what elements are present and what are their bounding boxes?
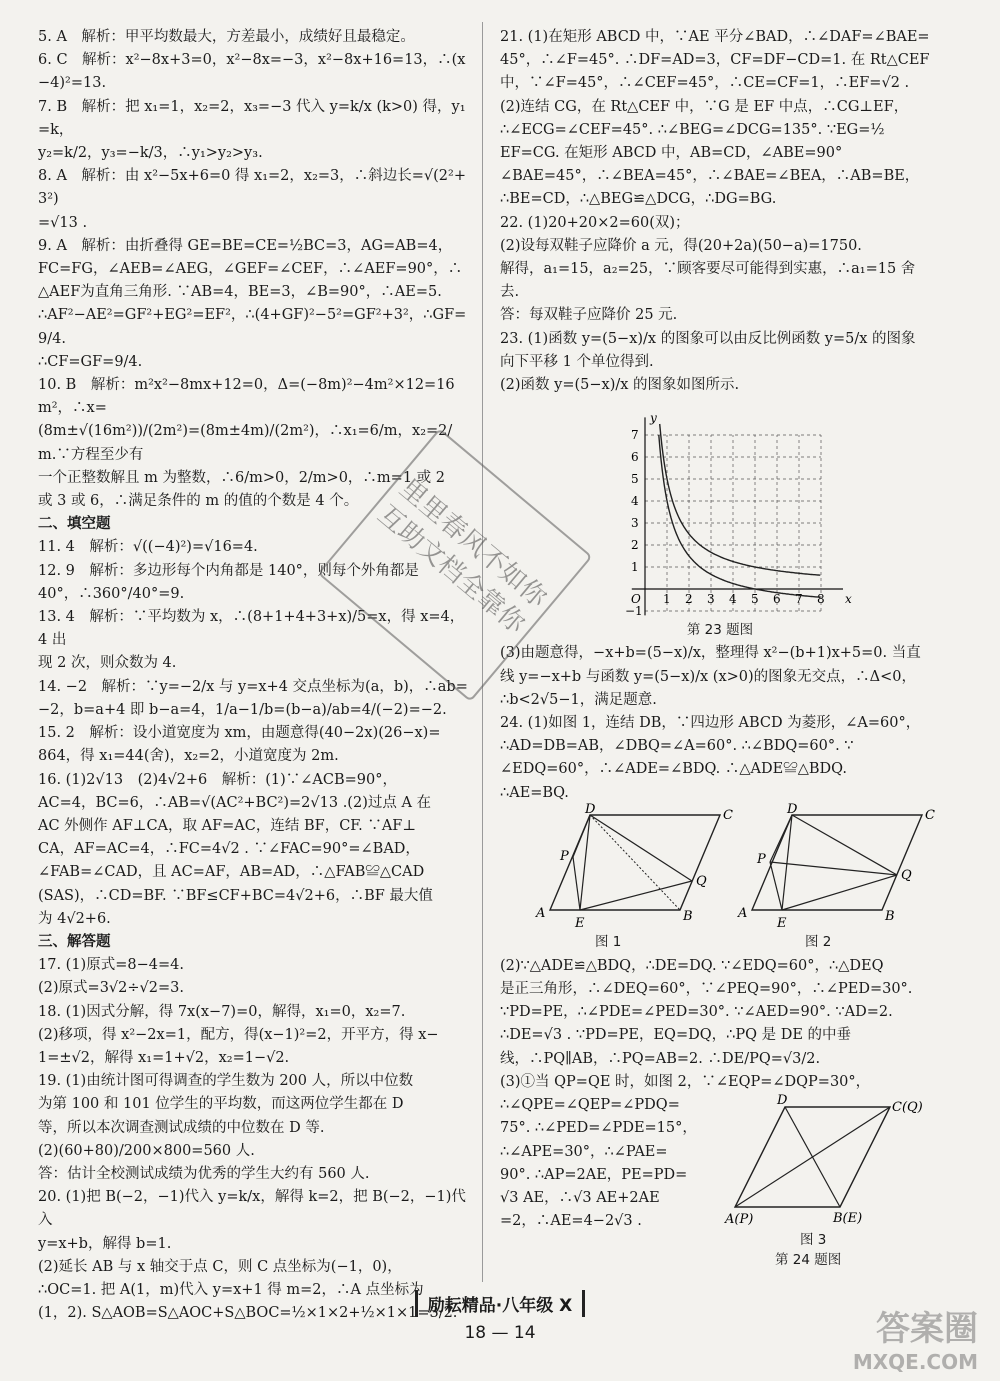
label-B: B [885, 908, 895, 924]
site-watermark [828, 1301, 978, 1374]
text-line: 5. A 解析：甲平均数最大，方差最小，成绩好且最稳定。 [38, 29, 415, 45]
text-line: (2)移项，得 x²−2x=1，配方，得(x−1)²=2，开平方，得 x− [38, 1026, 439, 1043]
x-tick-label: 4 [729, 592, 737, 607]
label-CQ: C(Q) [892, 1099, 923, 1115]
text-line: (2)设每双鞋子应降价 a 元，得(20+2a)(50−a)=1750. [500, 237, 862, 254]
label-Q: Q [696, 873, 707, 889]
text-line: 线，∴PQ∥AB，∴PQ=AB=2. ∴DE/PQ=√3/2. [500, 1050, 821, 1067]
text-line: 22. (1)20+20×2=60(双)； [500, 214, 690, 231]
x-tick-label: 3 [707, 592, 715, 607]
x-tick-label: 7 [795, 592, 803, 607]
figure-1-2-row [500, 801, 940, 955]
text-line: 中，∵∠F=45°，∴∠CEF=45°，∴CE=CF=1，∴EF=√2 . [500, 75, 910, 92]
text-line: 三、解答题 [38, 933, 111, 950]
x-tick-label: 5 [751, 592, 759, 607]
text-line: 是正三角形，∴∠DEQ=60°，∵∠PEQ=90°，∴∠PED=30°. [500, 981, 913, 998]
text-line: ∠EDQ=60°，∴∠ADE=∠BDQ. ∴△ADE≌△BDQ. [500, 761, 847, 778]
figure-3-caption: 图 3 [800, 1231, 827, 1248]
text-line: 解得，a₁=15，a₂=25，∵顾客要尽可能得到实惠，∴a₁=15 舍 [500, 261, 916, 278]
label-P: P [757, 851, 766, 867]
text-line: 17. (1)原式=8−4=4. [38, 957, 184, 974]
stamp-text: 里里春风不如你 互助文档全靠你 [371, 473, 553, 640]
answers-24b [500, 955, 940, 1071]
text-line: AC=4，BC=6，∴AB=√(AC²+BC²)=2√13 .(2)过点 A 在 [38, 794, 432, 811]
text-line: =√13 . [38, 214, 88, 231]
text-line: AC 外侧作 AF⊥CA，取 AF=AC，连结 BF，CF. ∵AF⊥ [38, 817, 416, 834]
text-line: 90°. ∴AP=2AE，PE=PD= [500, 1166, 688, 1183]
text-line: △AEF为直角三角形. ∵AB=4，BE=3，∠B=90°，∴AE=5. [38, 284, 442, 301]
x-tick-label: 6 [773, 592, 781, 607]
text-line: 24. (1)如图 1，连结 DB，∵四边形 ABCD 为菱形，∠A=60°， [500, 715, 921, 732]
text-line: 11. 4 解析：√((−4)²)=√16=4. [38, 539, 258, 556]
graph-grid [645, 435, 821, 611]
text-line: CA，AF=AC=4，∴FC=4√2 . ∵∠FAC=90°=∠BAD， [38, 841, 420, 858]
text-line: 45°，∴∠F=45°. ∴DF=AD=3，CF=DF−CD=1. 在 Rt△CEF [500, 52, 930, 69]
text-line: ∴DE=√3 . ∵PD=PE，EQ=DQ，∴PQ 是 DE 的中垂 [500, 1027, 852, 1044]
text-line: 13. 4 解析：∵平均数为 x，∴(8+1+4+3+x)/5=x，得 x=4，4 出 [38, 609, 465, 649]
watermark-main: 答案圈 [876, 1309, 978, 1349]
text-line: √3 AE，∴√3 AE+2AE [500, 1189, 660, 1206]
y-tick-label: 6 [631, 450, 639, 465]
page-number: 18 — 14 [464, 1323, 536, 1343]
text-line: ∴∠ECG=∠CEF=45°. ∴∠BEG=∠DCG=135°. ∵EG=½ [500, 121, 885, 138]
text-line: 20. (1)把 B(−2，−1)代入 y=k/x，解得 k=2，把 B(−2，−1)代入 [38, 1189, 466, 1229]
text-line: (2)连结 CG，在 Rt△CEF 中，∵G 是 EF 中点，∴CG⊥EF， [500, 98, 909, 115]
figure-3-rhombus [725, 1092, 925, 1235]
label-P: P [560, 848, 569, 864]
text-line: (2)原式=3√2÷√2=3. [38, 980, 184, 997]
text-line: y₂=k/2，y₃=−k/3，∴y₁>y₂>y₃. [38, 145, 263, 162]
label-D: D [585, 801, 596, 817]
text-line: 8. A 解析：由 x²−5x+6=0 得 x₁=2，x₂=3，∴斜边长=√(2²+3²) [38, 168, 466, 208]
text-line: 等，所以本次调查测试成绩的中位数在 D 等. [38, 1119, 325, 1136]
text-line: 为 4√2+6. [38, 910, 111, 927]
label-A: A [738, 905, 748, 921]
text-line: ∴AF²−AE²=GF²+EG²=EF²，∴(4+GF)²−5²=GF²+3²，∴GF=9/4. [38, 307, 467, 347]
text-line: 答：估计全校测试成绩为优秀的学生大约有 560 人. [38, 1165, 370, 1182]
text-line: 16. (1)2√13 (2)4√2+6 解析：(1)∵∠ACB=90°， [38, 771, 397, 788]
text-line: (2)(60+80)/200×800=560 人. [38, 1142, 255, 1159]
text-line: 40°，∴360°/40°=9. [38, 585, 185, 602]
text-line: 75°. ∴∠PED=∠PDE=15°， [500, 1120, 697, 1137]
text-line: 一个正整数解且 m 为整数，∴6/m>0，2/m>0，∴m=1 或 2 [38, 469, 446, 486]
text-line: (3)①当 QP=QE 时，如图 2，∵∠EQP=∠DQP=30°， [500, 1073, 871, 1090]
label-E: E [575, 915, 585, 931]
figure-23-caption: 第 23 题图 [686, 622, 754, 639]
text-line: 6. C 解析：x²−8x+3=0，x²−8x=−3，x²−8x+16=13，∴(x−4)²=13. [38, 52, 466, 92]
text-line: (SAS)，∴CD=BF. ∵BF≤CF+BC=4√2+6，∴BF 最大值 [38, 887, 433, 904]
label-C: C [925, 807, 935, 823]
text-line: 线 y=−x+b 与函数 y=(5−x)/x (x>0)的图象无交点，∴Δ<0， [500, 668, 917, 685]
watermark-sub: MXQE.COM [852, 1350, 978, 1374]
text-line: 或 3 或 6，∴满足条件的 m 的值的个数是 4 个。 [38, 493, 359, 510]
text-line: ∵PD=PE，∴∠PDE=∠PED=30°. ∵∠AED=90°. ∵AD=2. [500, 1004, 893, 1021]
graph-axes [632, 418, 843, 616]
figure-1-caption: 图 1 [595, 933, 622, 950]
text-line: (2)∵△ADE≌△BDQ，∴DE=DQ. ∵∠EDQ=60°，∴△DEQ [500, 957, 884, 974]
label-AP: A(P) [725, 1211, 754, 1227]
text-line: 12. 9 解析：多边形每个内角都是 140°，则每个外角都是 [38, 562, 419, 579]
text-line: ∠FAB=∠CAD，且 AC=AF，AB=AD，∴△FAB≌△CAD [38, 864, 425, 881]
figure-24-caption: 第 24 题图 [775, 1251, 842, 1268]
label-A: A [536, 905, 546, 921]
text-line: ∴BE=CD，∴△BEG≌△DCG，∴DG=BG. [500, 191, 777, 208]
x-tick-label: 1 [663, 592, 671, 607]
answers-24c-with-figure [500, 1071, 940, 1271]
text-line: 864，得 x₁=44(舍)，x₂=2，小道宽度为 2m. [38, 748, 339, 765]
x-axis-label: x [845, 592, 852, 607]
y-tick-label: −1 [625, 604, 643, 619]
text-line: ∴AD=DB=AB，∠DBQ=∠A=60°. ∴∠BDQ=60°. ∵ [500, 738, 854, 755]
figure-23-graph [605, 399, 852, 619]
x-tick-label: 2 [685, 592, 693, 607]
y-tick-label: 2 [631, 538, 639, 553]
text-line: ∴CF=GF=9/4. [38, 353, 143, 370]
y-tick-label: 4 [631, 494, 639, 509]
text-line: ∴b<2√5−1，满足题意. [500, 691, 657, 708]
text-line: (2)延长 AB 与 x 轴交于点 C，则 C 点坐标为(−1，0)， [38, 1258, 402, 1275]
text-line: 23. (1)函数 y=(5−x)/x 的图象可以由反比例函数 y=5/x 的图象 [500, 330, 916, 347]
text-line: (2)函数 y=(5−x)/x 的图象如图所示. [500, 377, 740, 394]
y-axis-label: y [650, 411, 657, 426]
text-line: ∴OC=1. 把 A(1，m)代入 y=x+1 得 m=2，∴A 点坐标为 [38, 1281, 424, 1298]
y-tick-label: 7 [631, 428, 639, 443]
y-tick-label: 3 [631, 516, 639, 531]
figure-2-rhombus [732, 801, 935, 935]
text-line: 1=±√2，解得 x₁=1+√2，x₂=1−√2. [38, 1049, 290, 1066]
label-Q: Q [901, 867, 912, 883]
label-D: D [787, 801, 798, 817]
text-line: 21. (1)在矩形 ABCD 中，∵AE 平分∠BAD，∴∠DAF=∠BAE= [500, 29, 930, 45]
curve-y-5-over-x [660, 424, 821, 575]
text-line: (8m±√(16m²))/(2m²)=(8m±4m)/(2m²)，∴x₁=6/m，x₂=2/m.∵方程至少有 [38, 423, 453, 463]
text-line: ∴∠QPE=∠QEP=∠PDQ= [500, 1097, 680, 1114]
origin-label: O [631, 592, 641, 607]
label-E: E [777, 915, 787, 931]
text-line: 15. 2 解析：设小道宽度为 xm，由题意得(40−2x)(26−x)= [38, 725, 441, 742]
text-line: 现 2 次，则众数为 4. [38, 655, 177, 672]
answers-21-23 [500, 26, 940, 397]
label-C: C [723, 807, 733, 823]
footer-brand: 励耘精品·八年级 X [415, 1290, 585, 1317]
text-line: 二、填空题 [38, 516, 111, 533]
text-line: ∴AE=BQ. [500, 784, 569, 801]
label-B: B [683, 908, 693, 924]
text-line: y=x+b，解得 b=1. [38, 1235, 172, 1252]
x-tick-label: 8 [817, 592, 825, 607]
text-line: 10. B 解析：m²x²−8mx+12=0，Δ=(−8m)²−4m²×12=16m²，∴x= [38, 377, 455, 417]
text-line: 18. (1)因式分解，得 7x(x−7)=0，解得，x₁=0，x₂=7. [38, 1003, 406, 1020]
text-line: 向下平移 1 个单位得到. [500, 353, 654, 370]
y-tick-label: 5 [631, 472, 639, 487]
figure-1-rhombus [530, 801, 733, 935]
label-D: D [777, 1092, 788, 1108]
text-line: ∴∠APE=30°，∴∠PAE= [500, 1143, 668, 1160]
text-line: 7. B 解析：把 x₁=1，x₂=2，x₃=−3 代入 y=k/x (k>0) 得，y₁=k， [38, 98, 466, 138]
text-line: 去. [500, 284, 520, 301]
text-line: EF=CG. 在矩形 ABCD 中，AB=CD，∠ABE=90° [500, 145, 843, 162]
right-column [500, 26, 940, 1271]
text-line: −2，b=a+4 即 b−a=4，1/a−1/b=(b−a)/ab=4/(−2)=−2. [38, 701, 447, 718]
text-line: (1，2). S△AOB=S△AOC+S△BOC=½×1×2+½×1×1=3/2. [38, 1305, 458, 1322]
left-column [38, 26, 468, 1325]
answers-23-24a [500, 642, 940, 804]
text-line: (3)由题意得，−x+b=(5−x)/x，整理得 x²−(b+1)x+5=0. 当直 [500, 645, 921, 662]
label-BE: B(E) [833, 1210, 863, 1226]
text-line: 9. A 解析：由折叠得 GE=BE=CE=½BC=3，AG=AB=4， [38, 237, 453, 254]
text-line: ∠BAE=45°，∴∠BEA=45°，∴∠BAE=∠BEA，∴AB=BE， [500, 168, 920, 185]
text-line: FC=FG，∠AEB=∠AEG，∠GEF=∠CEF，∴∠AEF=90°，∴ [38, 261, 463, 278]
text-line: =2，∴AE=4−2√3 . [500, 1213, 642, 1230]
y-tick-label: 1 [631, 560, 639, 575]
text-line: 答：每双鞋子应降价 25 元. [500, 307, 678, 324]
text-line: 19. (1)由统计图可得调查的学生数为 200 人，所以中位数 [38, 1073, 414, 1090]
figure-2-caption: 图 2 [805, 933, 832, 950]
text-line: 14. −2 解析：∵y=−2/x 与 y=x+4 交点坐标为(a，b)，∴ab= [38, 678, 468, 695]
text-line: 为第 100 和 101 位学生的平均数，而这两位学生都在 D [38, 1096, 404, 1113]
